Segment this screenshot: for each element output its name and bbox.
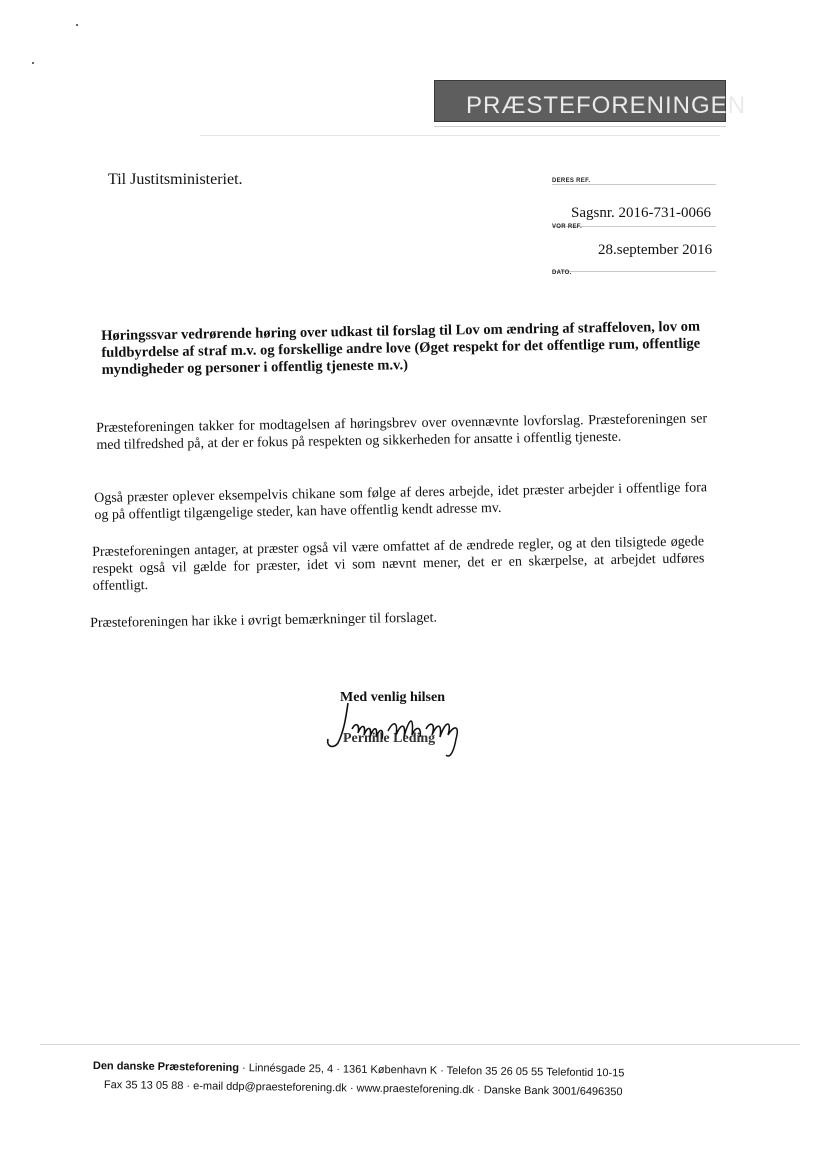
deres-ref-label: DERES REF.: [552, 178, 591, 184]
letter-date: 28.september 2016: [598, 242, 713, 258]
footer-line-2: Fax 35 13 05 88 · e-mail ddp@praesteforening.dk · www.praesteforening.dk · Danske Bank 3001/6496350: [103, 1079, 623, 1099]
divider: [200, 135, 720, 136]
recipient: Til Justitsministeriet.: [108, 171, 243, 188]
body-paragraph: Præsteforeningen har ikke i øvrigt bemærkninger til forslaget.: [90, 610, 438, 631]
date-label: DATO.: [552, 270, 572, 276]
closing-salutation: Med venlig hilsen: [340, 690, 446, 705]
vor-ref-label: VOR REF.: [552, 224, 583, 230]
divider: [434, 126, 726, 127]
scan-speck: [76, 24, 78, 26]
body-paragraph: Præsteforeningen takker for modtagelsen af høringsbrev over ovennævnte lovforslag. Præsteforeningen ser med tilfredshed på, at der er fokus på respekten og sikkerheden for ansatte i offentlig tjeneste.: [96, 411, 708, 453]
divider: [40, 1044, 800, 1045]
body-paragraph: Præsteforeningen antager, at præster også vil være omfattet af de ændrede regler, og at den tilsigtede øgede respekt også vil gælde for præster, idet vi som nævnt mener, det er en skærpelse, at arbejdet udføres offentligt.: [92, 534, 705, 594]
body-paragraph: Også præster oplever eksempelvis chikane som følge af deres arbejde, idet præster arbejder i offentlige fora og på offentligt tilgængelige steder, kan have offentlig kendt adresse mv.: [94, 480, 708, 523]
footer-address: · Linnésgade 25, 4 · 1361 København K · Telefon 35 26 05 55 Telefontid 10-15: [241, 1062, 625, 1080]
case-number: Sagsnr. 2016-731-0066: [571, 205, 711, 221]
footer-org-name: Den danske Præsteforening: [92, 1060, 240, 1075]
handwritten-signature: [318, 695, 478, 765]
footer-line-1: [93, 1060, 625, 1079]
signer-name: Pernille Leding: [343, 731, 436, 746]
divider: [552, 271, 716, 272]
scan-speck: [32, 62, 34, 64]
divider: [552, 184, 716, 185]
subject-heading: Høringssvar vedrørende høring over udkast til forslag til Lov om ændring af straffeloven, lov om fuldbyrdelse af straf m.v. og forskellige andre love (Øget respekt for det offentlige rum, offentlige myndigheder og personer i offentlig tjeneste m.v.): [101, 318, 701, 378]
letterhead-logo-text: PRÆSTEFORENINGEN: [466, 92, 747, 119]
